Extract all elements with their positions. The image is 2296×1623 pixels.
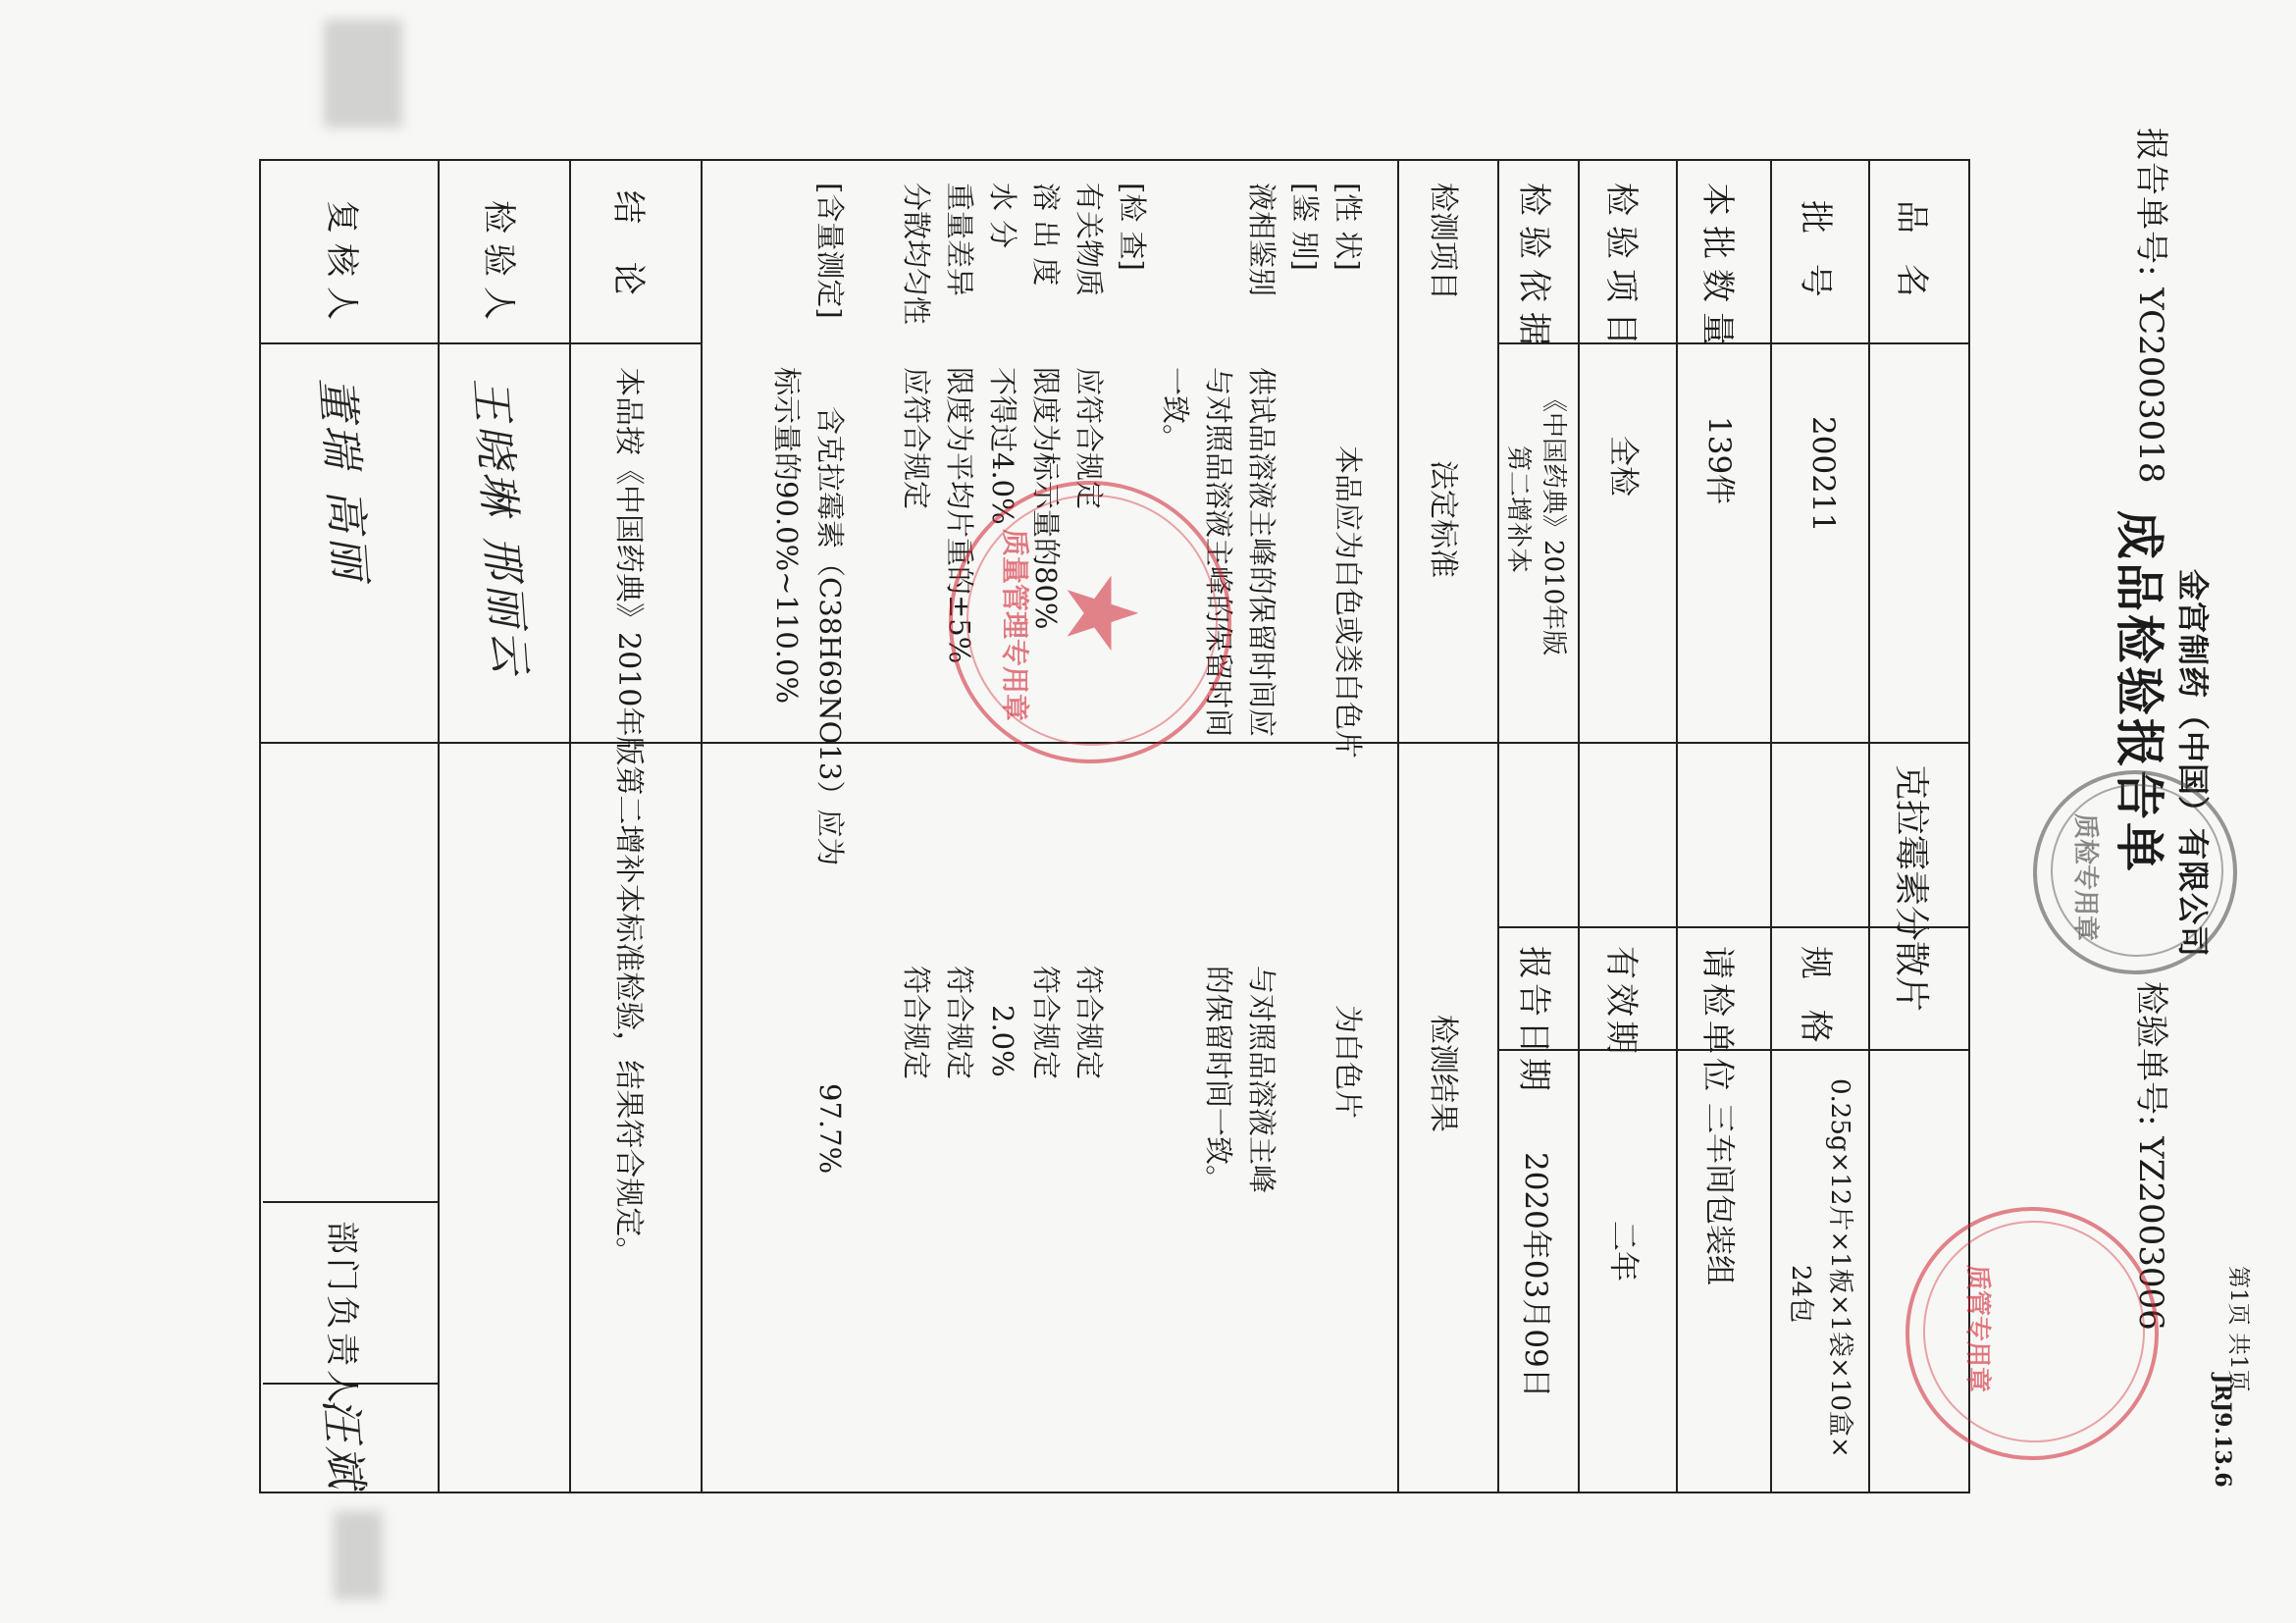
test-standard: 供试品溶液主峰的保留时间应 bbox=[1245, 367, 1278, 738]
document-title: 成品检验报告单 bbox=[2111, 510, 2168, 874]
items-label: 检验项目 bbox=[1601, 183, 1641, 355]
basis-value-line1: 《中国药典》2010年版 bbox=[1539, 387, 1568, 656]
test-standard bbox=[1283, 367, 1327, 865]
test-item: [含量测定] bbox=[813, 183, 847, 319]
report-number-value: YC2003018 bbox=[2131, 288, 2170, 484]
inspector-label: 检验人 bbox=[479, 200, 518, 330]
report-date-value: 2020年03月09日 bbox=[1518, 1152, 1553, 1398]
test-result: 的保留时间一致。 bbox=[1202, 966, 1235, 1194]
test-standard: 限度为标示量的80% bbox=[1029, 367, 1063, 630]
test-result: 与对照品溶液主峰 bbox=[1245, 966, 1278, 1194]
row-divider bbox=[1676, 161, 1678, 1492]
test-standard: 与对照品溶液主峰的保留时间 bbox=[1202, 367, 1235, 738]
star-icon: ★ bbox=[1044, 569, 1159, 657]
batch-label: 批 号 bbox=[1796, 200, 1835, 307]
row-divider bbox=[1770, 161, 1772, 1492]
test-item bbox=[1197, 183, 1240, 325]
test-item: [性 状] bbox=[1331, 183, 1365, 271]
test-result bbox=[852, 966, 895, 1193]
col-divider bbox=[261, 342, 703, 344]
test-result bbox=[765, 966, 809, 1193]
test-standard: 限度为平均片重的±5% bbox=[943, 367, 976, 664]
row-divider bbox=[569, 161, 571, 1492]
test-result bbox=[1154, 966, 1197, 1193]
product-name-label: 品 名 bbox=[1892, 200, 1931, 307]
row-divider bbox=[701, 161, 703, 1492]
qa-stamp-right-text: 质管专用章 bbox=[1962, 1265, 1992, 1393]
quantity-value: 139件 bbox=[1701, 416, 1737, 505]
qc-stamp bbox=[2033, 770, 2237, 974]
requester-label: 请检单位 bbox=[1697, 946, 1737, 1095]
doc-code: JRJ9.13.6 bbox=[2210, 1374, 2235, 1488]
col-header-standard: 法定标准 bbox=[1426, 460, 1460, 578]
test-results-column bbox=[765, 966, 1370, 1193]
test-item bbox=[852, 183, 895, 325]
dept-head-signature: 汪斌 bbox=[314, 1395, 372, 1493]
product-name-value: 克拉霉素分散片 bbox=[1891, 764, 1931, 1013]
qa-stamp-center-text: 质量管理专用章 bbox=[999, 529, 1031, 722]
test-standard: 不得过4.0% bbox=[986, 367, 1019, 525]
test-standard: 应符合规定 bbox=[900, 367, 933, 510]
test-result: 为白色片 bbox=[1331, 1005, 1365, 1120]
test-result: 97.7% bbox=[813, 1083, 847, 1175]
basis-value-line2: 第二增补本 bbox=[1503, 445, 1533, 574]
qa-stamp-center bbox=[949, 481, 1231, 763]
report-form bbox=[259, 159, 1970, 1493]
test-result: 符合规定 bbox=[1029, 966, 1063, 1080]
reviewer-signature: 董瑞 高丽 bbox=[310, 375, 376, 585]
conclusion-label: 结 论 bbox=[608, 190, 648, 309]
basis-label: 检验依据 bbox=[1514, 183, 1553, 355]
test-standard: 标示量的90.0%~110.0% bbox=[770, 367, 804, 705]
col-header-result: 检测结果 bbox=[1426, 1015, 1460, 1132]
inspection-number-value: YZ2003006 bbox=[2131, 1136, 2170, 1331]
conclusion-text: 本品按《中国药典》2010年版第二增补本标准检验，结果符合规定。 bbox=[611, 367, 646, 1267]
report-number bbox=[2130, 128, 2178, 484]
row-divider bbox=[438, 161, 440, 1492]
col-divider bbox=[263, 1201, 440, 1203]
validity-value: 二年 bbox=[1605, 1221, 1641, 1282]
row-divider bbox=[1868, 161, 1870, 1492]
test-standard: 一致。 bbox=[1159, 367, 1192, 453]
inspection-number-label: 检验单号: bbox=[2131, 981, 2170, 1126]
qa-stamp-right-inner-ring bbox=[1923, 1221, 2145, 1442]
company-name: 金宫制药（中国）有限公司 bbox=[2174, 569, 2212, 959]
test-item: 分散均匀性 bbox=[900, 183, 933, 326]
qc-stamp-text: 质检专用章 bbox=[2070, 813, 2100, 942]
items-value: 全检 bbox=[1605, 436, 1641, 497]
report-number-label: 报告单号: bbox=[2131, 128, 2170, 278]
row-divider bbox=[1397, 161, 1399, 1492]
test-result: 符合规定 bbox=[900, 966, 933, 1080]
test-standard bbox=[852, 367, 895, 865]
quantity-label: 本批数量 bbox=[1697, 183, 1737, 355]
test-item: [鉴 别] bbox=[1288, 183, 1322, 271]
test-item: [检 查] bbox=[1116, 183, 1149, 271]
qa-stamp-right bbox=[1905, 1207, 2159, 1460]
spec-label: 规 格 bbox=[1796, 946, 1835, 1053]
test-standard: 本品应为白色或类白色片 bbox=[1331, 445, 1365, 759]
test-item: 水 分 bbox=[986, 183, 1019, 249]
test-result bbox=[1283, 966, 1327, 1193]
test-item: 溶 出 度 bbox=[1029, 183, 1063, 287]
inspector-signature: 王晓琳 邢丽云 bbox=[464, 375, 536, 679]
test-standard: 含克拉霉素（C38H69NO13）应为 bbox=[813, 406, 847, 866]
test-result bbox=[1111, 966, 1154, 1193]
spec-value-line2: 24包 bbox=[1786, 1265, 1815, 1324]
page-info: 第1页 共1页 bbox=[2225, 1266, 2251, 1392]
col-header-item: 检测项目 bbox=[1426, 183, 1460, 300]
validity-label: 有效期 bbox=[1601, 946, 1641, 1058]
test-item bbox=[765, 183, 809, 325]
test-result: 2.0% bbox=[986, 1005, 1019, 1077]
test-item: 有关物质 bbox=[1072, 183, 1106, 297]
row-divider bbox=[1497, 161, 1499, 1492]
requester-value: 三车间包装组 bbox=[1701, 1103, 1737, 1285]
test-result: 符合规定 bbox=[1072, 966, 1106, 1080]
reviewer-label: 复核人 bbox=[322, 200, 361, 330]
test-item: 重量差异 bbox=[943, 183, 976, 297]
dept-head-label: 部门负责人 bbox=[322, 1221, 361, 1407]
test-result: 符合规定 bbox=[943, 966, 976, 1080]
batch-value: 200211 bbox=[1805, 416, 1841, 533]
test-items-column bbox=[765, 183, 1370, 325]
row-divider bbox=[1578, 161, 1580, 1492]
test-item bbox=[1154, 183, 1197, 325]
report-date-label: 报告日期 bbox=[1514, 946, 1553, 1095]
test-item: 液相鉴别 bbox=[1245, 183, 1278, 297]
spec-value-line1: 0.25g×12片×1板×1袋×10盒× bbox=[1825, 1078, 1854, 1458]
test-standard: 应符合规定 bbox=[1072, 367, 1106, 510]
